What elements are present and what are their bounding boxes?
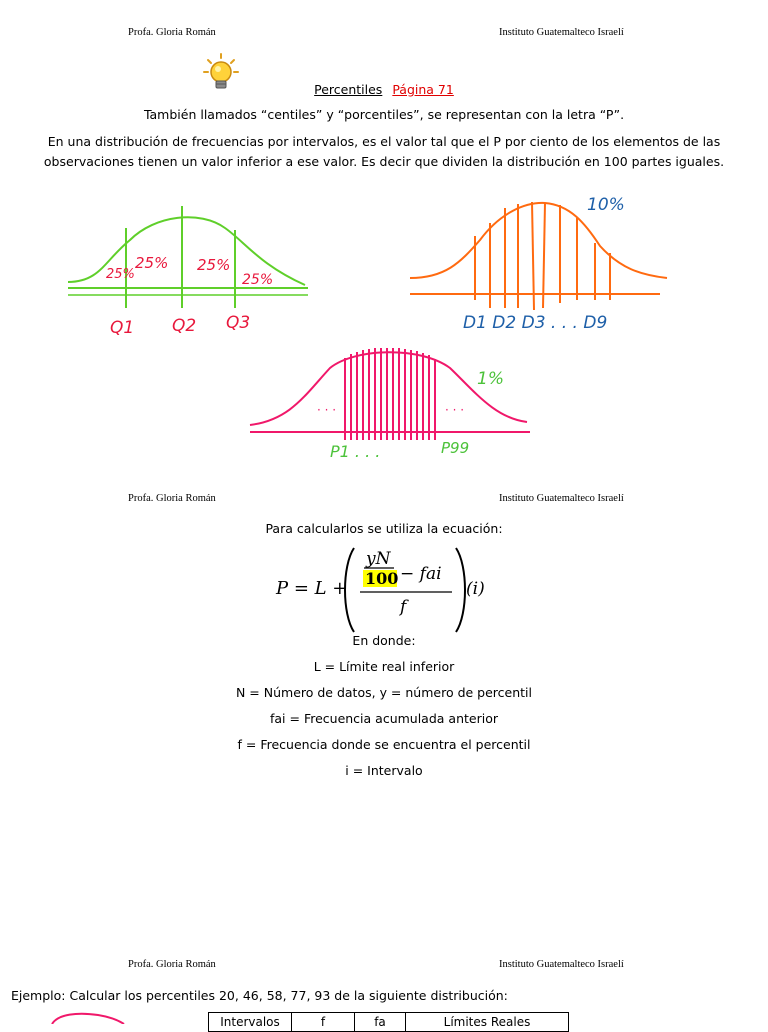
svg-text:· · ·: · · · bbox=[317, 403, 337, 417]
quartile-pct-3: 25% bbox=[197, 256, 231, 274]
label-p1: P1 . . . bbox=[330, 442, 381, 461]
intro-text: También llamados “centiles” y “porcentiles”, se representan con la letra “P”. bbox=[143, 107, 625, 122]
header-institute-2: Instituto Guatemalteco Israelí bbox=[499, 493, 624, 504]
title-text: Percentiles bbox=[314, 82, 383, 97]
header-author: Profa. Gloria Román bbox=[128, 27, 216, 38]
formula-f: f bbox=[400, 597, 407, 617]
quartile-pct-2: 25% bbox=[135, 254, 169, 272]
col-real-limits: Límites Reales bbox=[406, 1013, 569, 1032]
col-intervals: Intervalos bbox=[209, 1013, 292, 1032]
quartile-pct-1: 25% bbox=[106, 267, 135, 282]
page-title bbox=[0, 82, 768, 98]
where-label: En donde: bbox=[352, 633, 416, 648]
formula-fai: − fai bbox=[400, 564, 442, 584]
header-author-3: Profa. Gloria Román bbox=[128, 959, 216, 970]
def-f: f = Frecuencia donde se encuentra el percentil bbox=[237, 737, 531, 752]
deciles-sketch bbox=[405, 188, 675, 338]
percentile-pct: 1% bbox=[477, 369, 504, 389]
pink-annotation-mark bbox=[48, 1010, 128, 1024]
distribution-table bbox=[208, 1012, 569, 1032]
def-n: N = Número de datos, y = número de percentil bbox=[235, 685, 533, 700]
quartile-pct-4: 25% bbox=[242, 272, 274, 288]
page-reference: Página 71 bbox=[392, 82, 454, 97]
def-l: L = Límite real inferior bbox=[313, 659, 455, 674]
label-q3: Q3 bbox=[226, 313, 251, 333]
definition-text: En una distribución de frecuencias por intervalos, es el valor tal que el P por ciento de los elementos de las observaciones tienen un valor inferior a ese valor. Es decir que dividen la distribución en 100 partes iguales. bbox=[43, 134, 725, 169]
def-i: i = Intervalo bbox=[345, 763, 423, 778]
formula-yn: yN bbox=[366, 549, 391, 569]
label-q1: Q1 bbox=[110, 318, 135, 338]
decile-pct: 10% bbox=[587, 195, 625, 215]
def-fai: fai = Frecuencia acumulada anterior bbox=[269, 711, 498, 726]
header-institute: Instituto Guatemalteco Israelí bbox=[499, 27, 624, 38]
header-author-2: Profa. Gloria Román bbox=[128, 493, 216, 504]
col-f: f bbox=[292, 1013, 355, 1032]
example-text: Ejemplo: Calcular los percentiles 20, 46, 58, 77, 93 de la siguiente distribución: bbox=[11, 988, 508, 1003]
header-institute-3: Instituto Guatemalteco Israelí bbox=[499, 959, 624, 970]
table-header-row bbox=[209, 1013, 569, 1032]
percentile-lines bbox=[345, 348, 435, 440]
formula-lhs: P = L + bbox=[276, 578, 348, 599]
formula-interval: (i) bbox=[466, 579, 485, 599]
formula-lead: Para calcularlos se utiliza la ecuación: bbox=[265, 521, 503, 536]
label-q2: Q2 bbox=[172, 316, 197, 336]
percentiles-sketch bbox=[245, 340, 535, 465]
percentile-formula bbox=[270, 542, 500, 634]
col-fa: fa bbox=[355, 1013, 406, 1032]
decile-labels: D1 D2 D3 . . . D9 bbox=[463, 313, 608, 333]
formula-100: 100 bbox=[365, 569, 399, 588]
svg-text:· · ·: · · · bbox=[445, 403, 465, 417]
quartiles-sketch bbox=[60, 200, 320, 345]
label-p99: P99 bbox=[441, 439, 470, 457]
